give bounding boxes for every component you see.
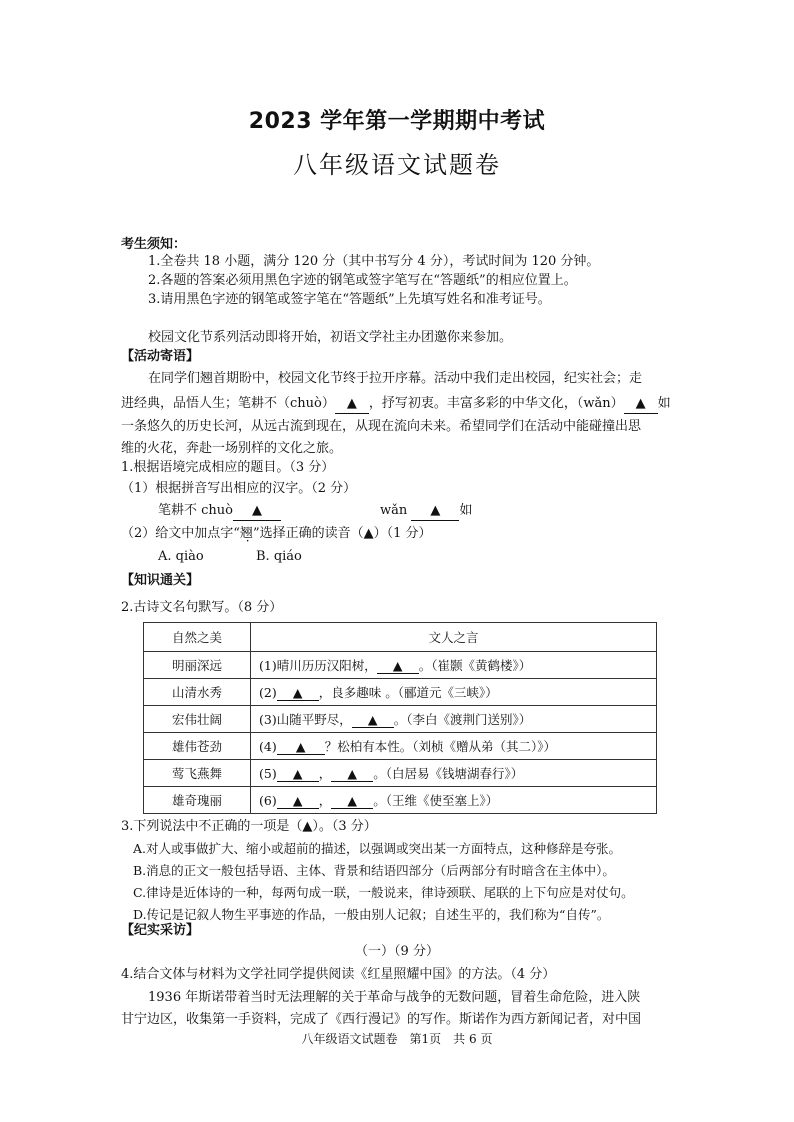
table-cell-verse	[251, 706, 657, 733]
table-row	[144, 733, 657, 760]
question-3-option-a: A.对人或事做扩大、缩小或超前的描述，以强调或突出某一方面特点，这种修辞是夸张。	[133, 841, 622, 856]
intro-text: 校园文化节系列活动即将开始，初语文学社主办团邀你来参加。	[148, 330, 513, 345]
answer-blank: ▲	[331, 793, 373, 809]
page-footer: 八年级语文试题卷 第1页 共 6 页	[301, 1032, 493, 1046]
passage-text: ，抒写初衷。丰富多彩的中华文化，（wǎn）	[368, 396, 624, 411]
table-cell-theme: 雄伟苍劲	[144, 733, 251, 760]
answer-blank: ▲	[233, 502, 281, 521]
poetry-table	[143, 622, 657, 814]
passage-text: 如	[657, 396, 671, 411]
question-4-stem: 4.结合文体与材料为文学社同学提供阅读《红星照耀中国》的方法。（4 分）	[121, 967, 556, 982]
verse-text: (1)晴川历历汉阳树，	[259, 658, 377, 673]
verse-text: (4)	[259, 739, 277, 754]
question-3-option-d: D.传记是记叙人物生平事迹的作品，一般由别人记叙；自述生平的，我们称为“自传”。	[133, 907, 610, 922]
verse-text: 。（白居易《钱塘湖春行》）	[373, 766, 524, 781]
section-heading-knowledge: 【知识通关】	[121, 573, 200, 588]
pinyin-1: 笔耕不 chuò	[158, 503, 233, 518]
question-1-pinyin-row	[158, 502, 281, 521]
question-4-passage-2: 甘宁边区，收集第一手资料，完成了《西行漫记》的写作。斯诺作为西方新闻记者，对中国	[121, 1012, 642, 1027]
answer-blank: ▲	[277, 685, 319, 701]
notice-heading: 考生须知：	[121, 237, 187, 252]
verse-text: ，	[318, 766, 332, 781]
question-1-pinyin-row-2	[380, 502, 472, 521]
sub2-text: ”选择正确的读音（▲）（1 分）	[252, 526, 432, 541]
verse-text: 。（崔颢《黄鹤楼》）	[418, 658, 532, 673]
table-header-row	[144, 623, 657, 652]
notice-item-1: 1.全卷共 18 小题，满分 120 分（其中书写分 4 分），考试时间为 120 分钟。	[148, 254, 600, 269]
pinyin-2: wǎn	[380, 503, 408, 518]
answer-blank: ▲	[277, 739, 325, 755]
verse-text: ，	[318, 793, 332, 808]
question-2-stem: 2.古诗文名句默写。（8 分）	[121, 600, 283, 615]
question-3-option-c: C.律诗是近体诗的一种，每两句成一联，一般说来，律诗颈联、尾联的上下句应是对仗句。	[133, 885, 634, 900]
option-a: A. qiào	[158, 549, 204, 564]
table-cell-verse	[251, 652, 657, 679]
page-subtitle: 八年级语文试题卷	[293, 151, 501, 179]
answer-blank: ▲	[277, 793, 319, 809]
table-row	[144, 679, 657, 706]
page-title: 2023 学年第一学期期中考试	[248, 109, 546, 134]
verse-text: (2)	[259, 685, 277, 700]
table-cell-verse	[251, 679, 657, 706]
table-cell-theme: 宏伟壮阔	[144, 706, 251, 733]
notice-item-2: 2.各题的答案必须用黑色字迹的钢笔或签字笔写在“答题纸”的相应位置上。	[148, 273, 577, 288]
table-row	[144, 652, 657, 679]
answer-blank: ▲	[331, 766, 373, 782]
passage-line-4: 维的火花，奔赴一场别样的文化之旅。	[121, 441, 343, 456]
verse-text: (5)	[259, 766, 277, 781]
answer-blank: ▲	[411, 502, 459, 521]
section-heading-activity: 【活动寄语】	[121, 349, 200, 364]
table-cell-theme: 明丽深远	[144, 652, 251, 679]
question-3-stem: 3.下列说法中不正确的一项是（▲）。（3 分）	[121, 819, 377, 834]
verse-text: 。（王维《使至塞上》）	[373, 793, 499, 808]
passage-line-1: 在同学们翘首期盼中，校园文化节终于拉开序幕。活动中我们走出校园，纪实社会；走	[148, 371, 643, 386]
answer-blank: ▲	[277, 766, 319, 782]
answer-blank: ▲	[624, 395, 658, 414]
table-cell-theme: 莺飞燕舞	[144, 760, 251, 787]
question-1-sub1: （1）根据拼音写出相应的汉字。（2 分）	[121, 481, 357, 496]
table-row	[144, 787, 657, 814]
section-heading-interview: 【纪实采访】	[121, 923, 200, 938]
table-cell-verse	[251, 787, 657, 814]
passage-line-2	[121, 395, 671, 414]
table-header-nature: 自然之美	[144, 623, 251, 652]
table-cell-theme: 雄奇瑰丽	[144, 787, 251, 814]
table-row	[144, 760, 657, 787]
verse-text: 。（李白《渡荆门送别》）	[393, 712, 532, 727]
verse-text: ？松柏有本性。（刘桢《赠从弟（其二）》）	[324, 739, 556, 754]
passage-text: 进经典，品悟人生；笔耕不（chuò）	[121, 396, 335, 411]
question-1-stem: 1.根据语境完成相应的题目。（3 分）	[121, 460, 335, 475]
answer-blank: ▲	[352, 712, 394, 728]
table-cell-theme: 山清水秀	[144, 679, 251, 706]
sub2-text: （2）给文中加点字“	[121, 526, 240, 541]
verse-text: (3)山随平野尽，	[259, 712, 352, 727]
section-subheading: （一）（9 分）	[355, 944, 439, 959]
answer-blank: ▲	[335, 395, 369, 414]
table-header-words: 文人之言	[251, 623, 657, 652]
table-cell-verse	[251, 733, 657, 760]
question-4-passage-1: 1936 年斯诺带着当时无法理解的关于革命与战争的无数问题，冒着生命危险，进入陕	[148, 990, 641, 1005]
answer-blank: ▲	[377, 658, 419, 674]
question-1-sub2	[121, 525, 432, 543]
option-b: B. qiáo	[256, 549, 302, 564]
verse-text: (6)	[259, 793, 277, 808]
ru-char: 如	[459, 503, 473, 518]
passage-line-3: 一条悠久的历史长河，从远古流到现在，从现在流向未来。希望同学们在活动中能碰撞出思	[121, 419, 642, 434]
dotted-char: 翘	[239, 526, 253, 541]
table-row	[144, 706, 657, 733]
notice-item-3: 3.请用黑色字迹的钢笔或签字笔在“答题纸”上先填写姓名和准考证号。	[148, 292, 551, 307]
table-cell-verse	[251, 760, 657, 787]
verse-text: ，良多趣味 。（郦道元《三峡》）	[318, 685, 498, 700]
question-3-option-b: B.消息的正文一般包括导语、主体、背景和结语四部分（后两部分有时暗含在主体中）。	[133, 863, 615, 878]
